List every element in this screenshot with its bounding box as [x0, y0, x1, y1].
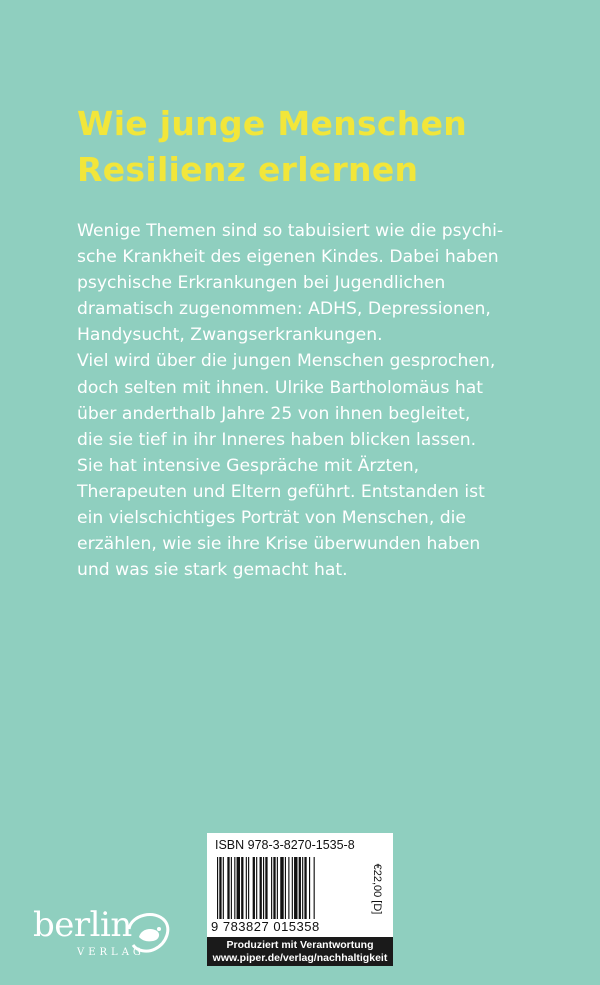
barcode-bar [248, 857, 249, 919]
notice-line: Produziert mit Verantwortung [226, 939, 374, 951]
blurb-line: sche Krankheit des eigenen Kindes. Dabei haben [77, 247, 499, 268]
barcode-bar [294, 857, 297, 919]
blurb-line: und was sie stark gemacht hat. [77, 560, 348, 581]
blurb-line: ein vielschichtiges Porträt von Menschen, die [77, 508, 467, 529]
barcode-bar [273, 857, 275, 919]
barcode-bar [253, 857, 255, 919]
barcode-bar [277, 857, 278, 919]
blurb-line: erzählen, wie sie ihre Krise überwunden haben [77, 534, 481, 555]
price-value: €22,00 [D] [371, 863, 383, 915]
barcode-bar [265, 857, 267, 919]
blurb-line: Sie hat intensive Gespräche mit Ärzten, [77, 455, 420, 476]
barcode-bar [217, 857, 218, 919]
barcode-bar [304, 857, 306, 919]
blurb-line: doch selten mit ihnen. Ulrike Bartholomäus hat [77, 377, 484, 398]
logo-wordmark: berlin [33, 905, 132, 945]
barcode-bars [215, 857, 365, 923]
barcode-bar [234, 857, 235, 919]
sustainability-notice [207, 937, 393, 966]
barcode-bar [231, 857, 232, 919]
notice-line: www.piper.de/verlag/nachhaltigkeit [212, 952, 388, 964]
isbn-label: ISBN 978-3-8270-1535-8 [215, 838, 355, 852]
barcode-bar [237, 857, 240, 919]
bear-icon [125, 907, 173, 957]
barcode-bar [227, 857, 229, 919]
headline [77, 101, 577, 193]
ean-digits: 9 783827 015358 [211, 919, 320, 934]
blurb-line: über anderthalb Jahre 25 von ihnen begleitet, [77, 403, 471, 424]
barcode-bar [288, 857, 289, 919]
barcode-bar [299, 857, 301, 919]
barcode-bar [271, 857, 272, 919]
barcode-bar [314, 857, 315, 919]
blurb-line: psychische Erkrankungen bei Jugendlichen [77, 273, 446, 294]
barcode-bar [292, 857, 293, 919]
barcode-bar [241, 857, 243, 919]
barcode-bar [256, 857, 257, 919]
barcode-panel [207, 833, 393, 966]
blurb-text [77, 218, 577, 583]
blurb-line: Therapeuten und Eltern geführt. Entstanden ist [77, 481, 485, 502]
blurb-line: Wenige Themen sind so tabuisiert wie die psychi- [77, 221, 504, 241]
headline-line: Wie junge Menschen [77, 104, 468, 143]
publisher-logo [33, 905, 173, 967]
logo-subtitle: VERLAG [77, 947, 145, 958]
blurb-line: Handysucht, Zwangserkrankungen. [77, 325, 383, 346]
barcode-bar [219, 857, 221, 919]
blurb-line: die sie tief in ihr Inneres haben blicken lassen. [77, 429, 477, 450]
barcode-bar [263, 857, 264, 919]
barcode-bar [260, 857, 262, 919]
barcode-bar [223, 857, 224, 919]
headline-line: Resilienz erlernen [77, 150, 419, 189]
blurb-line: Viel wird über die jungen Menschen gesprochen, [77, 351, 496, 372]
barcode-bar [309, 857, 310, 919]
price-label [369, 857, 385, 921]
barcode-bar [280, 857, 283, 919]
barcode-bar [285, 857, 286, 919]
blurb-line: dramatisch zugenommen: ADHS, Depressionen, [77, 299, 491, 320]
barcode-bar [246, 857, 247, 919]
barcode-bar [302, 857, 303, 919]
